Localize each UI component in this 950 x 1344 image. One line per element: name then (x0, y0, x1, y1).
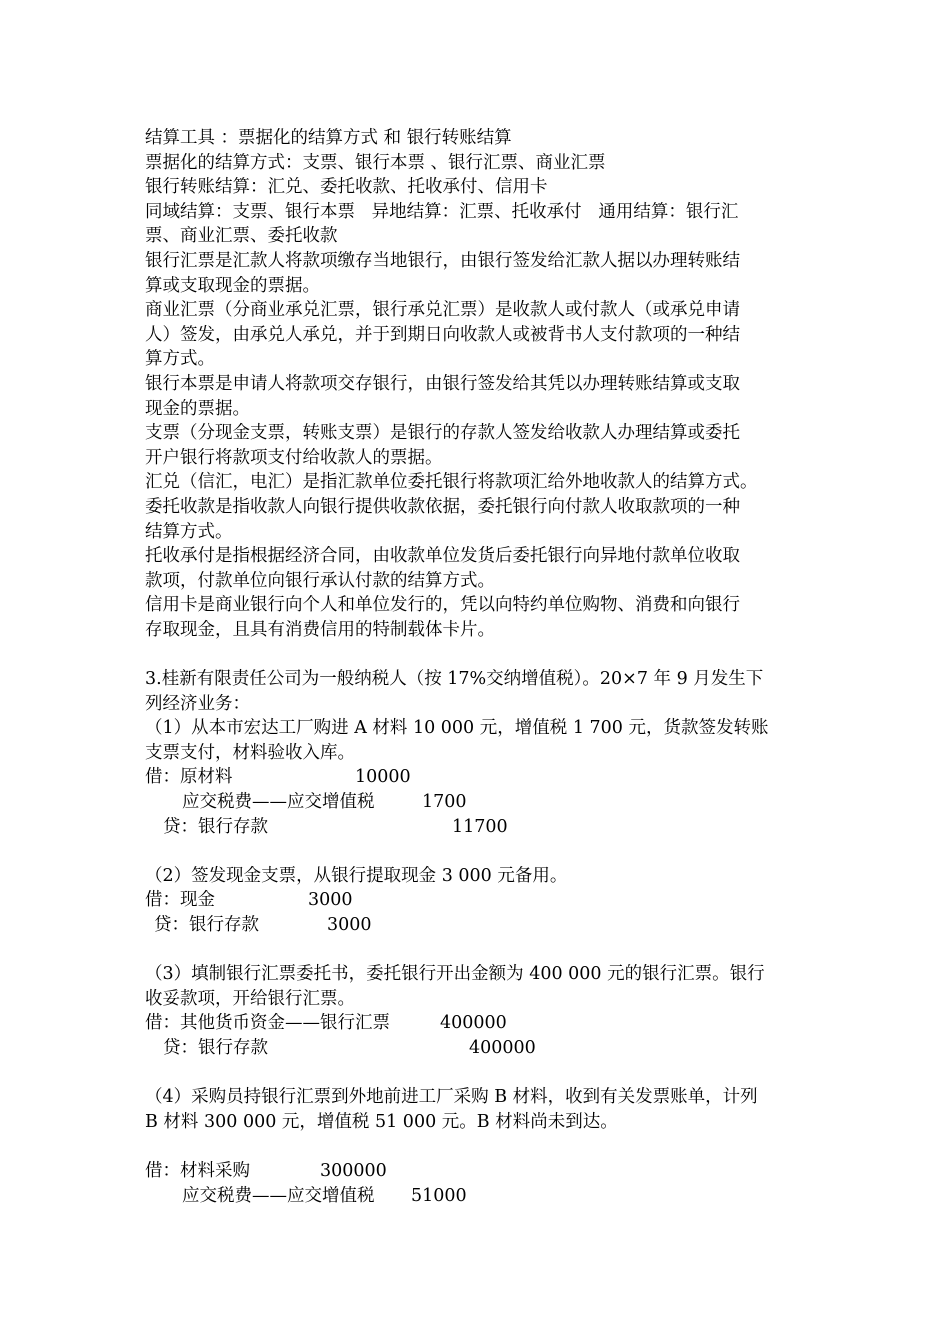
spacer (145, 642, 810, 667)
problem-item-2 (145, 864, 810, 938)
text-line: 款项，付款单位向银行承认付款的结算方式。 (145, 570, 495, 591)
entry-amount: 3000 (327, 915, 372, 935)
text-line: 票、商业汇票、委托收款 (145, 226, 338, 247)
journal-entry-debit (145, 765, 810, 790)
spacer (145, 938, 810, 963)
item-description: （1）从本市宏达工厂购进 A 材料 10 000 元，增值税 1 700 元，货款签发转账 (145, 718, 769, 739)
item-description: B 材料 300 000 元，增值税 51 000 元。B 材料尚未到达。 (145, 1111, 618, 1132)
entry-label: 借：材料采购 (145, 1160, 250, 1181)
journal-entry-credit (145, 815, 810, 840)
spacer (145, 1134, 810, 1159)
problem-title: 列经济业务： (145, 693, 250, 714)
entry-amount: 3000 (308, 890, 353, 911)
entry-amount: 300000 (320, 1160, 387, 1181)
text-line: 汇兑（信汇，电汇）是指汇款单位委托银行将款项汇给外地收款人的结算方式。 (145, 472, 758, 493)
text-line: 存取现金，且具有消费信用的特制载体卡片。 (145, 619, 495, 640)
journal-entry-debit (145, 1011, 810, 1036)
problem-title: 3.桂新有限责任公司为一般纳税人（按 17%交纳增值税）。20×7 年 9 月发生下 (145, 669, 764, 690)
item-description: （2）签发现金支票，从银行提取现金 3 000 元备用。 (145, 865, 568, 886)
entry-amount: 1700 (422, 792, 467, 813)
entry-label: 贷：银行存款 (163, 816, 268, 837)
journal-entry-debit (145, 1184, 810, 1209)
text-line: 支票（分现金支票，转账支票）是银行的存款人签发给收款人办理结算或委托 (145, 423, 740, 444)
entry-amount: 400000 (469, 1037, 536, 1058)
entry-label: 贷：银行存款 (163, 1037, 268, 1058)
intro-section (145, 126, 810, 642)
text-line: 信用卡是商业银行向个人和单位发行的，凭以向特约单位购物、消费和向银行 (145, 595, 740, 616)
journal-entry-credit (145, 1036, 810, 1061)
spacer (145, 1061, 810, 1086)
entry-label: 贷：银行存款 (154, 915, 259, 935)
text-line: 现金的票据。 (145, 398, 250, 419)
entry-label: 借：原材料 (145, 767, 233, 788)
problem-item-4 (145, 1085, 810, 1208)
text-line: 结算工具 ：票据化的结算方式 和 银行转账结算 (145, 128, 512, 148)
text-line: 开户银行将款项支付给收款人的票据。 (145, 447, 443, 468)
entry-amount: 11700 (452, 816, 508, 837)
text-line: 托收承付是指根据经济合同，由收款单位发货后委托银行向异地付款单位收取 (145, 546, 740, 567)
problem-item-1 (145, 716, 810, 839)
journal-entry-debit (145, 888, 810, 913)
text-line: 算方式。 (145, 349, 215, 370)
entry-amount: 400000 (440, 1013, 507, 1034)
document-page (145, 126, 810, 1208)
spacer (145, 839, 810, 864)
text-line: 同域结算：支票、银行本票 异地结算：汇票、托收承付 通用结算：银行汇 (145, 201, 739, 222)
text-line: 结算方式。 (145, 521, 233, 542)
text-line: 人）签发，由承兑人承兑，并于到期日向收款人或被背书人支付款项的一种结 (145, 324, 740, 345)
text-line: 商业汇票（分商业承兑汇票，银行承兑汇票）是收款人或付款人（或承兑申请 (145, 300, 740, 321)
entry-label: 应交税费——应交增值税 (182, 1185, 375, 1206)
entry-label: 应交税费——应交增值税 (182, 792, 375, 813)
text-line: 银行转账结算：汇兑、委托收款、托收承付、信用卡 (145, 177, 548, 198)
journal-entry-credit (145, 913, 810, 938)
text-line: 委托收款是指收款人向银行提供收款依据，委托银行向付款人收取款项的一种 (145, 496, 740, 517)
problem-item-3 (145, 962, 810, 1060)
item-description: （3）填制银行汇票委托书，委托银行开出金额为 400 000 元的银行汇票。银行 (145, 964, 765, 985)
item-description: （4）采购员持银行汇票到外地前进工厂采购 B 材料，收到有关发票账单，计列 (145, 1087, 758, 1108)
journal-entry-debit (145, 790, 810, 815)
entry-label: 借：其他货币资金——银行汇票 (145, 1013, 390, 1034)
item-description: 支票支付，材料验收入库。 (145, 742, 355, 763)
text-line: 票据化的结算方式：支票、银行本票 、银行汇票、商业汇票 (145, 152, 606, 173)
journal-entry-debit (145, 1159, 810, 1184)
entry-label: 借：现金 (145, 890, 215, 911)
text-line: 银行汇票是汇款人将款项缴存当地银行，由银行签发给汇款人据以办理转账结 (145, 250, 740, 271)
entry-amount: 51000 (411, 1185, 467, 1206)
item-description: 收妥款项，开给银行汇票。 (145, 988, 355, 1009)
entry-amount: 10000 (355, 767, 411, 788)
text-line: 银行本票是申请人将款项交存银行，由银行签发给其凭以办理转账结算或支取 (145, 373, 740, 394)
problem-section (145, 667, 810, 1208)
text-line: 算或支取现金的票据。 (145, 275, 320, 296)
